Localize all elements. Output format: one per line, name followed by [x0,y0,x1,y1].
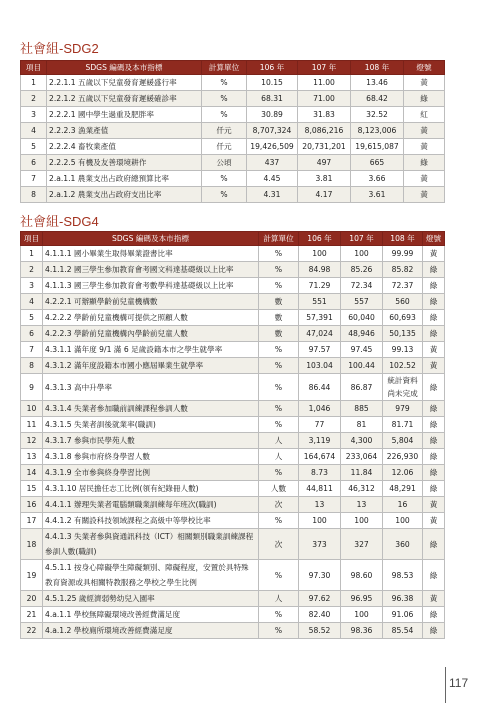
cell-year-106: 164,674 [299,449,341,465]
cell-indicator: 4.a.1.1 學校無障礙環境改善經費滿足度 [43,607,259,623]
cell-signal: 綠 [423,401,445,417]
cell-year-108: 8,123,006 [351,123,404,139]
cell-signal: 綠 [423,278,445,294]
cell-year-106: 373 [299,529,341,560]
cell-year-106: 551 [299,294,341,310]
cell-year-107: 885 [341,401,383,417]
cell-indicator: 2.a.1.2 農業支出占政府支出比率 [47,187,202,203]
cell-indicator: 2.2.2.5 有機及友善環境耕作 [47,155,202,171]
cell-indicator: 4.3.1.8 參與市府終身學習人數 [43,449,259,465]
cell-year-106: 47,024 [299,326,341,342]
cell-year-107: 96.95 [341,591,383,607]
cell-year-108: 85.82 [383,262,423,278]
table-row [21,401,445,417]
cell-year-108: 99.99 [383,246,423,262]
cell-item-no: 7 [21,342,43,358]
table-row [21,358,445,374]
cell-signal: 黃 [404,187,445,203]
cell-year-108: 979 [383,401,423,417]
cell-signal: 綠 [423,449,445,465]
cell-year-106: 44,811 [299,481,341,497]
cell-year-108: 665 [351,155,404,171]
cell-year-106: 100 [299,513,341,529]
cell-signal: 綠 [423,529,445,560]
table-row [21,246,445,262]
table-row [21,187,445,203]
header-signal: 燈號 [404,61,445,75]
cell-unit: 數 [259,326,299,342]
cell-item-no: 6 [21,155,47,171]
cell-year-106: 10.15 [247,75,298,91]
cell-year-106: 97.62 [299,591,341,607]
cell-year-106: 57,391 [299,310,341,326]
cell-year-108: 360 [383,529,423,560]
cell-signal: 綠 [423,326,445,342]
cell-year-106: 68.31 [247,91,298,107]
table-row [21,529,445,560]
cell-year-106: 100 [299,246,341,262]
cell-item-no: 7 [21,171,47,187]
cell-item-no: 1 [21,246,43,262]
cell-item-no: 14 [21,465,43,481]
table-row [21,607,445,623]
cell-item-no: 6 [21,326,43,342]
table-row [21,123,445,139]
cell-year-107: 497 [298,155,351,171]
cell-year-108: 560 [383,294,423,310]
table-row [21,310,445,326]
cell-indicator: 4.3.1.3 高中升學率 [43,374,259,401]
table-row [21,481,445,497]
cell-item-no: 2 [21,262,43,278]
cell-year-107: 85.26 [341,262,383,278]
table-row [21,433,445,449]
table-header-row [21,61,445,75]
cell-unit: % [259,374,299,401]
cell-indicator: 4.1.1.2 國三學生參加教育會考國文科達基礎級以上比率 [43,262,259,278]
cell-year-107: 100 [341,246,383,262]
cell-indicator: 4.3.1.5 失業者訓後就業率(職訓) [43,417,259,433]
cell-signal: 綠 [423,560,445,591]
cell-item-no: 2 [21,91,47,107]
cell-year-106: 82.40 [299,607,341,623]
header-unit: 計算單位 [202,61,247,75]
cell-unit: % [259,246,299,262]
cell-unit: 次 [259,529,299,560]
cell-year-108: 100 [383,513,423,529]
cell-year-107: 4.17 [298,187,351,203]
cell-year-108: 72.37 [383,278,423,294]
cell-item-no: 1 [21,75,47,91]
cell-indicator: 4.1.1.3 國三學生參加教育會考數學科達基礎級以上比率 [43,278,259,294]
cell-indicator: 4.2.2.1 可辦顯學齡前兒童機構數 [43,294,259,310]
header-item-no: 項目 [21,61,47,75]
cell-year-106: 4.45 [247,171,298,187]
cell-year-106: 30.89 [247,107,298,123]
cell-year-107: 60,040 [341,310,383,326]
cell-item-no: 10 [21,401,43,417]
cell-unit: 公頃 [202,155,247,171]
cell-year-107: 97.45 [341,342,383,358]
page-number: 117 [449,676,469,690]
cell-year-107: 20,731,201 [298,139,351,155]
cell-year-108: 68.42 [351,91,404,107]
cell-year-108: 91.06 [383,607,423,623]
cell-signal: 黃 [404,171,445,187]
cell-signal: 綠 [423,310,445,326]
cell-signal: 綠 [404,91,445,107]
header-indicator: SDGS 編碼及本市指標 [47,61,202,75]
cell-unit: 人 [259,433,299,449]
cell-year-106: 8.73 [299,465,341,481]
cell-indicator: 4.5.1.1 按身心障礙學生障礙類別、障礙程度，安置於具特殊教育資源或具相關特教服務之學校之學生比例 [43,560,259,591]
cell-signal: 綠 [423,433,445,449]
cell-indicator: 4.5.1.25 歲經濟弱勢幼兒入園率 [43,591,259,607]
table-row [21,374,445,401]
cell-item-no: 8 [21,358,43,374]
cell-year-108: 5,804 [383,433,423,449]
table-row [21,294,445,310]
header-year-107: 107 年 [341,232,383,246]
cell-item-no: 19 [21,560,43,591]
cell-item-no: 9 [21,374,43,401]
cell-item-no: 5 [21,139,47,155]
cell-item-no: 21 [21,607,43,623]
cell-indicator: 4.3.1.1 滿年度 9/1 滿 6 足歲設籍本市之學生就學率 [43,342,259,358]
cell-year-108: 16 [383,497,423,513]
cell-indicator: 4.4.1.2 有關設科技領域課程之高級中等學校比率 [43,513,259,529]
cell-unit: % [259,262,299,278]
cell-year-106: 97.30 [299,560,341,591]
cell-indicator: 2.2.1.2 五歲以下兒童發育遲緩確診率 [47,91,202,107]
table-row [21,465,445,481]
cell-year-108: 81.71 [383,417,423,433]
table-header-row [21,232,445,246]
cell-item-no: 12 [21,433,43,449]
cell-indicator: 2.2.2.1 國中學生過重及肥胖率 [47,107,202,123]
cell-indicator: 4.4.1.1 辦理失業者電腦類職業訓練每年班次(職訓) [43,497,259,513]
table-row [21,513,445,529]
cell-year-107: 100.44 [341,358,383,374]
cell-signal: 綠 [423,623,445,639]
table-row [21,107,445,123]
cell-signal: 黃 [423,342,445,358]
cell-year-107: 31.83 [298,107,351,123]
cell-signal: 黃 [423,358,445,374]
cell-signal: 紅 [404,107,445,123]
cell-indicator: 4.3.1.10 居民擔任志工比例(領有紀錄冊人數) [43,481,259,497]
table-row [21,75,445,91]
cell-year-107: 46,312 [341,481,383,497]
cell-item-no: 4 [21,123,47,139]
header-signal: 燈號 [423,232,445,246]
cell-year-108: 13.46 [351,75,404,91]
cell-year-108: 96.38 [383,591,423,607]
cell-unit: 人 [259,591,299,607]
cell-year-106: 4.31 [247,187,298,203]
cell-year-107: 8,086,216 [298,123,351,139]
cell-unit: % [202,75,247,91]
cell-signal: 綠 [423,607,445,623]
cell-unit: % [259,342,299,358]
cell-year-106: 58.52 [299,623,341,639]
cell-year-108: 19,615,087 [351,139,404,155]
cell-indicator: 4.3.1.7 參與市民學苑人數 [43,433,259,449]
cell-unit: % [202,91,247,107]
page-number-divider [445,667,446,703]
cell-year-108: 60,693 [383,310,423,326]
cell-year-106: 77 [299,417,341,433]
cell-unit: 人 [259,449,299,465]
cell-year-107: 100 [341,513,383,529]
cell-unit: % [202,107,247,123]
cell-unit: % [259,560,299,591]
header-unit: 計算單位 [259,232,299,246]
header-year-106: 106 年 [247,61,298,75]
cell-year-107: 100 [341,607,383,623]
cell-year-107: 233,064 [341,449,383,465]
cell-signal: 黃 [423,513,445,529]
cell-indicator: 2.2.1.1 五歲以下兒童發育遲緩盛行率 [47,75,202,91]
cell-year-106: 86.44 [299,374,341,401]
table-row [21,262,445,278]
cell-signal: 黃 [404,139,445,155]
cell-unit: 仟元 [202,139,247,155]
cell-year-106: 437 [247,155,298,171]
cell-year-107: 3.81 [298,171,351,187]
cell-year-108: 102.52 [383,358,423,374]
cell-year-108: 99.13 [383,342,423,358]
cell-item-no: 22 [21,623,43,639]
header-year-108: 108 年 [383,232,423,246]
cell-year-107: 98.36 [341,623,383,639]
cell-year-107: 327 [341,529,383,560]
sdg2-table [20,60,445,203]
cell-year-106: 103.04 [299,358,341,374]
cell-year-107: 48,946 [341,326,383,342]
header-item-no: 項目 [21,232,43,246]
cell-signal: 綠 [423,294,445,310]
table-row [21,623,445,639]
sdg4-table [20,231,445,639]
cell-indicator: 4.1.1.1 國小畢業生取得畢業證書比率 [43,246,259,262]
cell-year-106: 84.98 [299,262,341,278]
cell-signal: 綠 [423,374,445,401]
header-indicator: SDGS 編碼及本市指標 [43,232,259,246]
cell-year-107: 98.60 [341,560,383,591]
cell-unit: % [259,465,299,481]
cell-year-107: 4,300 [341,433,383,449]
cell-item-no: 3 [21,107,47,123]
cell-year-107: 11.84 [341,465,383,481]
cell-unit: % [259,623,299,639]
cell-year-107: 13 [341,497,383,513]
cell-item-no: 20 [21,591,43,607]
cell-signal: 綠 [423,417,445,433]
header-year-107: 107 年 [298,61,351,75]
cell-item-no: 13 [21,449,43,465]
section-title-sdg2: 社會組-SDG2 [20,41,99,56]
table-row [21,278,445,294]
cell-indicator: 4.2.2.2 學齡前兒童機構可提供之照顧人數 [43,310,259,326]
cell-year-106: 13 [299,497,341,513]
table-row [21,342,445,358]
table-row [21,139,445,155]
cell-signal: 黃 [423,497,445,513]
cell-item-no: 3 [21,278,43,294]
cell-indicator: 2.a.1.1 農業支出占政府總預算比率 [47,171,202,187]
header-year-108: 108 年 [351,61,404,75]
cell-year-106: 71.29 [299,278,341,294]
cell-indicator: 4.3.1.9 全市參與終身學習比例 [43,465,259,481]
cell-signal: 綠 [423,481,445,497]
cell-unit: % [202,171,247,187]
cell-item-no: 4 [21,294,43,310]
cell-year-108: 48,291 [383,481,423,497]
cell-unit: 人數 [259,481,299,497]
cell-year-108: 85.54 [383,623,423,639]
cell-year-106: 97.57 [299,342,341,358]
cell-year-108: 統計資料尚未完成 [383,374,423,401]
cell-year-108: 226,930 [383,449,423,465]
cell-unit: % [259,513,299,529]
cell-indicator: 4.a.1.2 學校廁所環境改善經費滿足度 [43,623,259,639]
cell-indicator: 4.3.1.4 失業者參加職前訓練課程參訓人數 [43,401,259,417]
cell-year-108: 50,135 [383,326,423,342]
cell-item-no: 8 [21,187,47,203]
cell-unit: 次 [259,497,299,513]
table-row [21,155,445,171]
cell-signal: 綠 [423,465,445,481]
cell-year-106: 19,426,509 [247,139,298,155]
cell-unit: 數 [259,310,299,326]
cell-indicator: 2.2.2.4 畜牧業產值 [47,139,202,155]
cell-unit: % [259,607,299,623]
cell-signal: 綠 [404,155,445,171]
cell-item-no: 5 [21,310,43,326]
table-row [21,449,445,465]
cell-unit: % [259,417,299,433]
cell-year-108: 3.61 [351,187,404,203]
cell-signal: 黃 [404,123,445,139]
cell-item-no: 15 [21,481,43,497]
table-row [21,171,445,187]
cell-year-106: 1,046 [299,401,341,417]
cell-year-108: 98.53 [383,560,423,591]
cell-year-106: 8,707,324 [247,123,298,139]
cell-year-107: 71.00 [298,91,351,107]
section-title-sdg4: 社會組-SDG4 [20,214,99,229]
table-row [21,497,445,513]
cell-year-106: 3,119 [299,433,341,449]
cell-indicator: 4.2.2.3 學齡前兒童機構內學齡前兒童人數 [43,326,259,342]
cell-year-107: 86.87 [341,374,383,401]
cell-year-107: 72.34 [341,278,383,294]
cell-item-no: 17 [21,513,43,529]
cell-signal: 黃 [404,75,445,91]
cell-year-107: 11.00 [298,75,351,91]
cell-unit: % [259,358,299,374]
cell-signal: 綠 [423,262,445,278]
table-row [21,591,445,607]
cell-year-108: 12.06 [383,465,423,481]
header-year-106: 106 年 [299,232,341,246]
cell-item-no: 16 [21,497,43,513]
cell-indicator: 2.2.2.3 漁業產值 [47,123,202,139]
cell-indicator: 4.4.1.3 失業者參與資通訊科技（ICT）相關類別職業訓練課程參訓人數(職訓) [43,529,259,560]
cell-signal: 黃 [423,246,445,262]
cell-year-108: 32.52 [351,107,404,123]
cell-year-108: 3.66 [351,171,404,187]
table-row [21,91,445,107]
table-row [21,560,445,591]
cell-unit: % [259,401,299,417]
cell-year-107: 81 [341,417,383,433]
cell-item-no: 18 [21,529,43,560]
table-row [21,417,445,433]
table-row [21,326,445,342]
cell-unit: % [259,278,299,294]
cell-signal: 黃 [423,591,445,607]
cell-year-107: 557 [341,294,383,310]
cell-indicator: 4.3.1.2 滿年度設籍本市國小應屆畢業生就學率 [43,358,259,374]
cell-item-no: 11 [21,417,43,433]
cell-unit: % [202,187,247,203]
cell-unit: 仟元 [202,123,247,139]
cell-unit: 數 [259,294,299,310]
